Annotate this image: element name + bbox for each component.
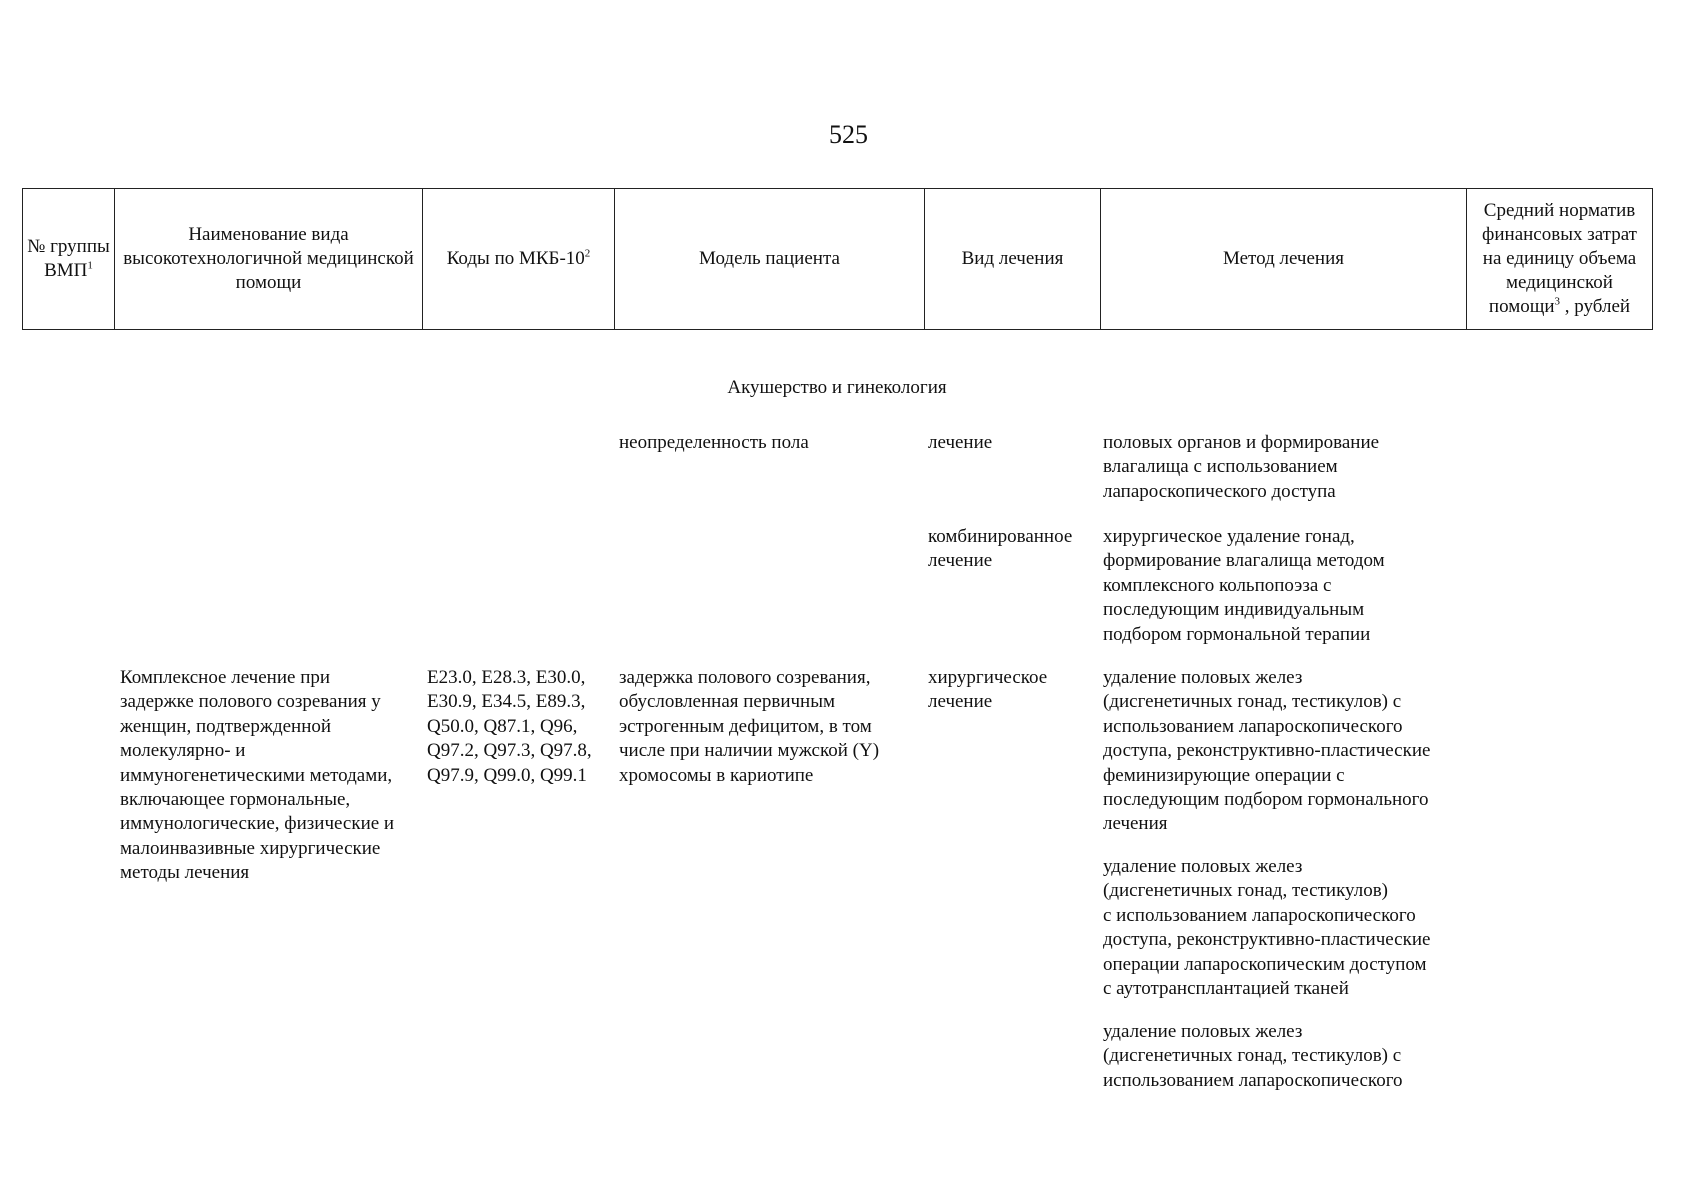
header-treatment-type: Вид лечения [925,189,1101,330]
row-0-patient-model: неопределенность пола [619,432,809,453]
header-treatment-method: Метод лечения [1101,189,1467,330]
row-0-treatment-type: лечение [928,432,993,453]
page-number: 525 [829,120,868,149]
header-icd-codes: Коды по МКБ-$10^2$ [423,189,615,330]
row-2-care-type-name: Комплексное лечение при задержке полового созревания у женщин, подтвержденной молекулярно- и иммуногенетическими методами, включающее гормональные, иммунологические, физические и малоинвазивные хирургические методы лечения [120,667,395,884]
header-patient-model: Модель пациента [615,189,925,330]
row-1-treatment-type: комбинированное лечение [928,526,1073,572]
row-2-patient-model: задержка полового созревания, обусловленная первичным эстрогенным дефицитом, в том числе при наличии мужской (Y) хромосомы в кариотипе [619,667,880,786]
row-4-method: удаление половых желез (дисгенетичных гонад, тестикулов) с использованием лапароскопического [1103,1021,1403,1091]
row-0-method: половых органов и формирование влагалища с использованием лапароскопического доступа [1103,432,1380,502]
section-title: Акушерство и гинекология [727,377,947,398]
row-2-method: удаление половых желез (дисгенетичных гонад, тестикулов) с использованием лапароскопического доступа, реконструктивно-пластические феминизирующие операции с последующим подбором гормонального лечения [1103,667,1431,835]
header-cost-standard: Средний норматив финансовых затрат на единицу объема медицинской помощи$^3$ , рублей [1467,189,1653,330]
table-header [22,188,1653,330]
row-3-method: удаление половых желез (дисгенетичных гонад, тестикулов) с использованием лапароскопического доступа, реконструктивно-пластические операции лапароскопическим доступом с аутотрансплантацией тканей [1103,856,1431,1000]
row-1-method: хирургическое удаление гонад, формирование влагалища методом комплексного кольпопоэза с последующим индивидуальным подбором гормональной терапии [1103,526,1385,645]
row-2-treatment-type: хирургическое лечение [928,667,1048,713]
header-care-type-name: Наименование вида высокотехнологичной медицинской помощи [115,189,423,330]
header-group-number: № группы ВМП$^1$ [23,189,115,330]
row-2-icd-codes: E23.0, E28.3, E30.0, E30.9, E34.5, E89.3, Q50.0, Q87.1, Q96, Q97.2, Q97.3, Q97.8, Q97.9, Q99.0, Q99.1 [427,667,592,786]
